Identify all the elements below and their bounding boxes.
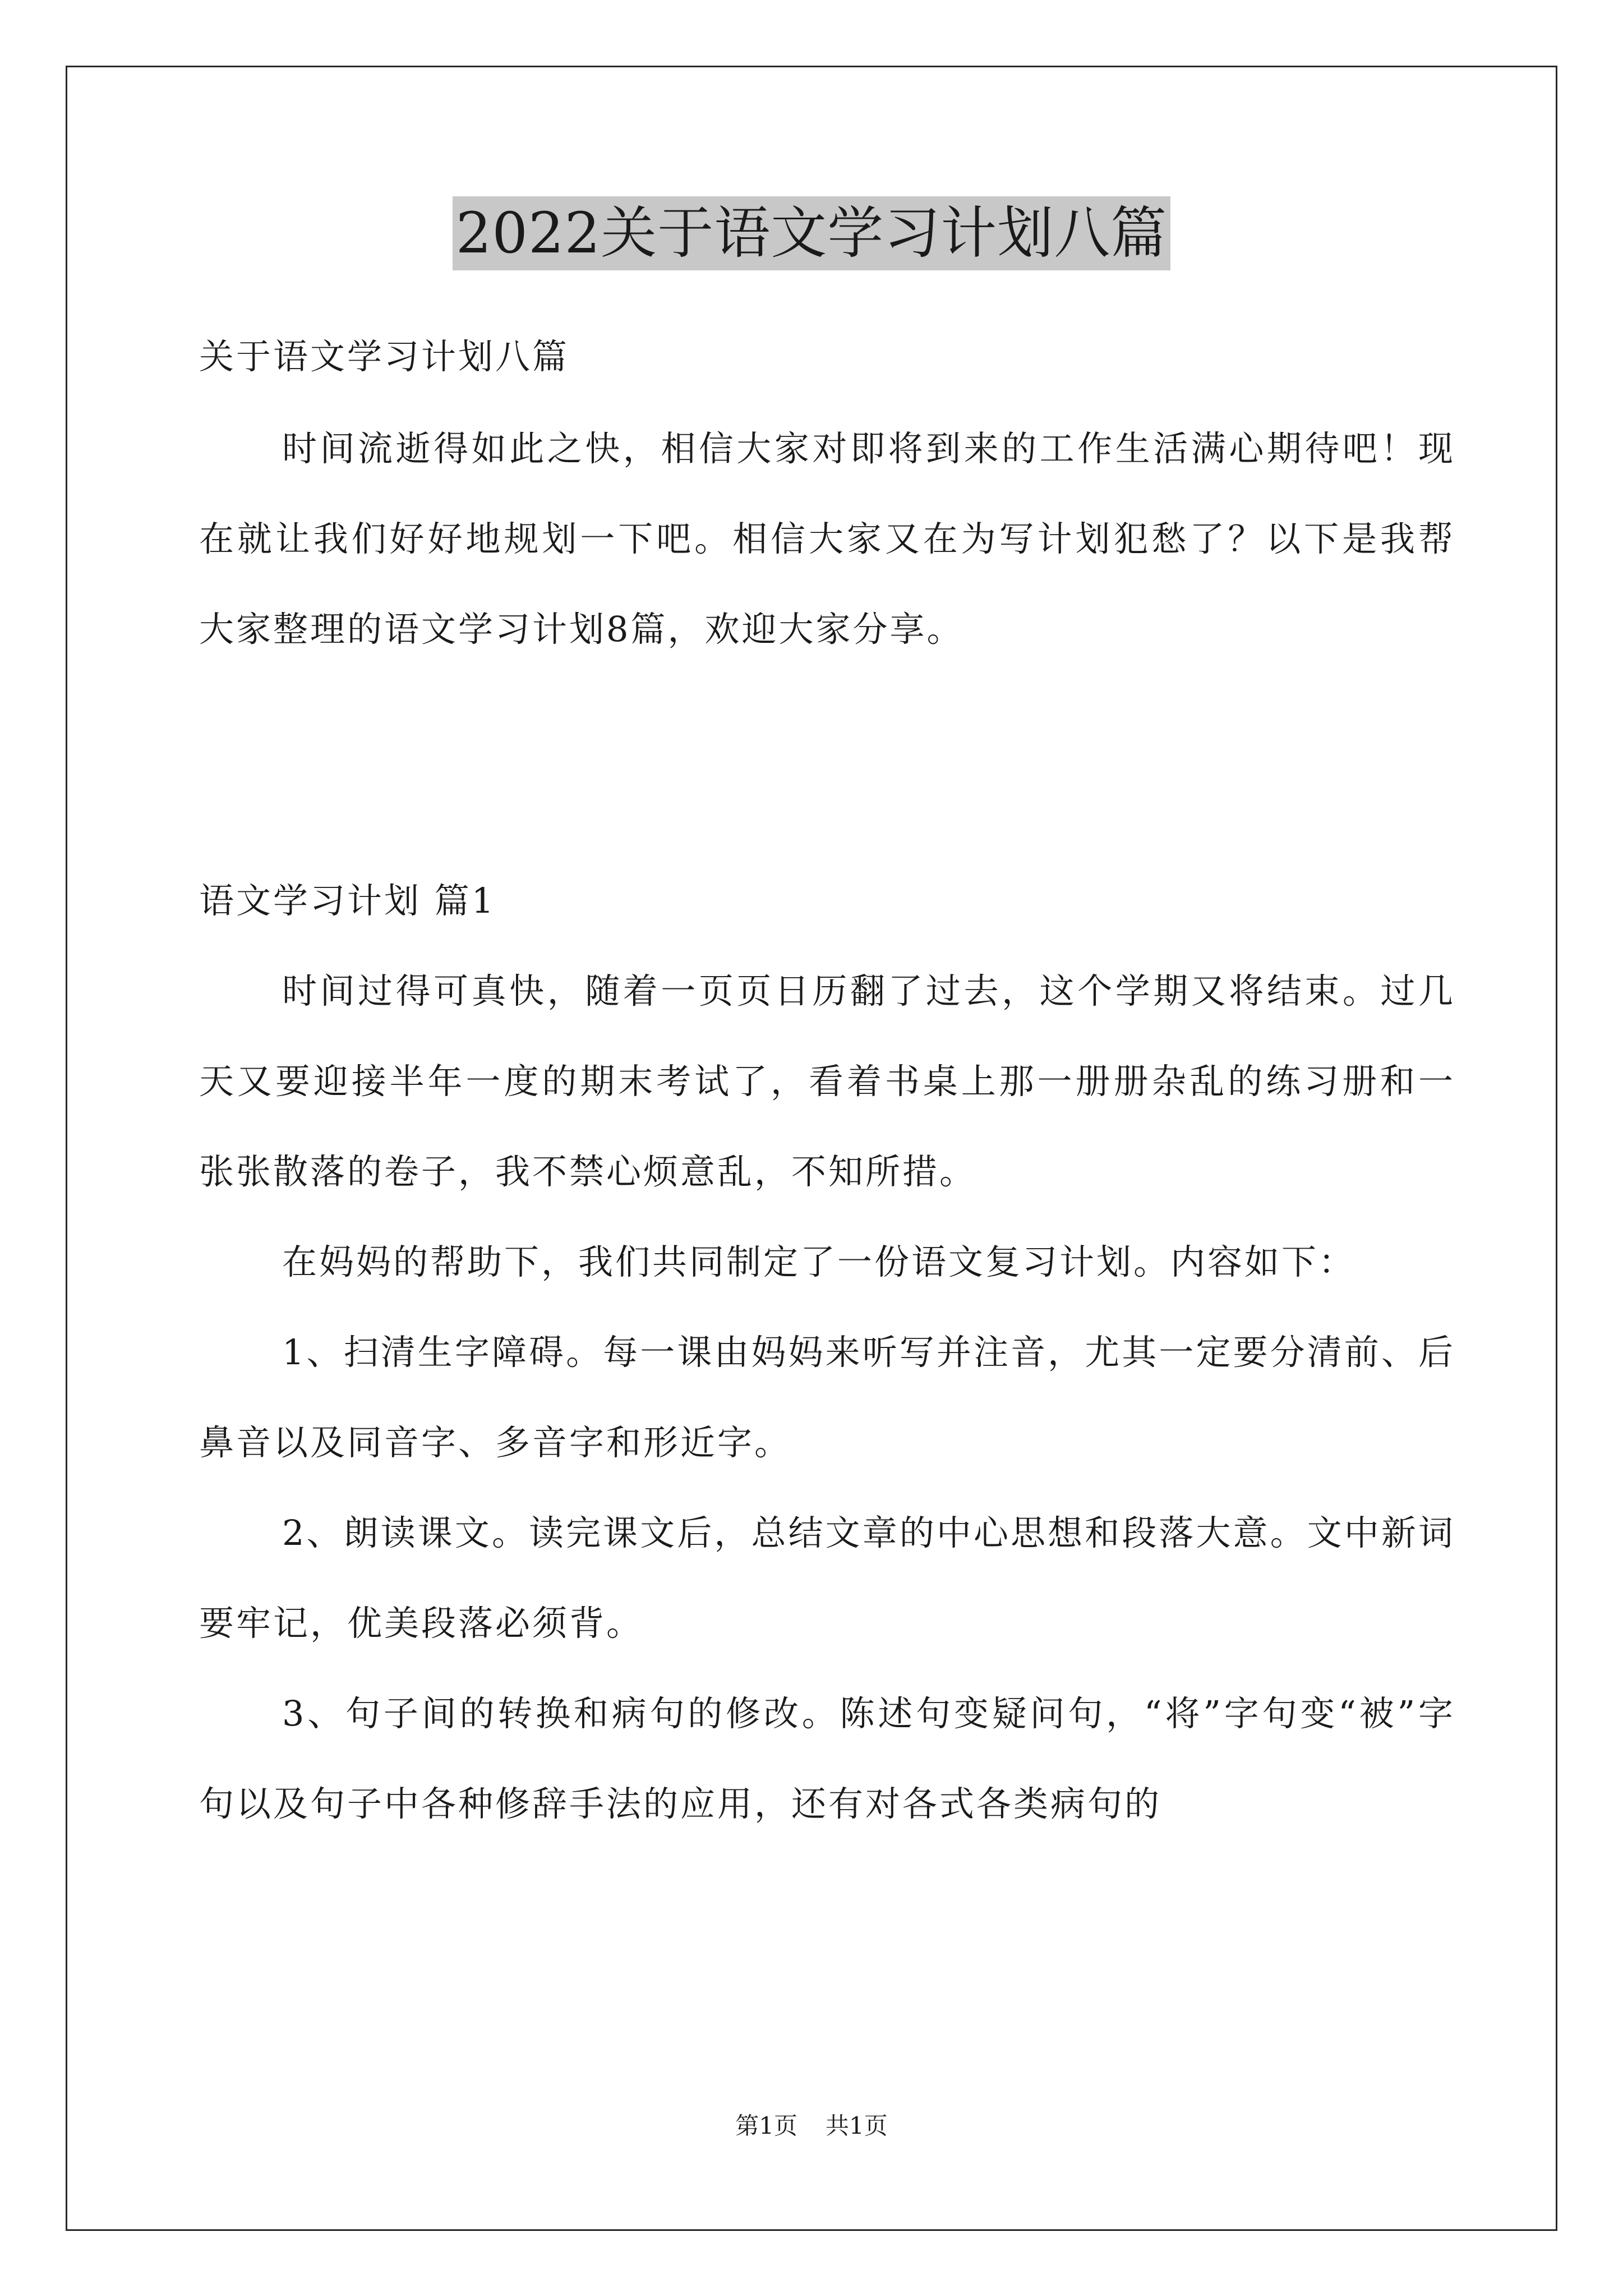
document-subtitle: 关于语文学习计划八篇 bbox=[199, 336, 570, 377]
intro-paragraph: 时间流逝得如此之快，相信大家对即将到来的工作生活满心期待吧！现在就让我们好好地规划一下吧。相信大家又在为写计划犯愁了？以下是我帮大家整理的语文学习计划8篇，欢迎大家分享。 bbox=[199, 428, 1455, 650]
paragraph: 2、朗读课文。读完课文后，总结文章的中心思想和段落大意。文中新词要牢记，优美段落必须背。 bbox=[199, 1512, 1455, 1644]
document-title: 2022关于语文学习计划八篇 bbox=[453, 196, 1171, 270]
paragraph: 时间过得可真快，随着一页页日历翻了过去，这个学期又将结束。过几天又要迎接半年一度的期末考试了，看着书桌上那一册册杂乱的练习册和一张张散落的卷子，我不禁心烦意乱，不知所措。 bbox=[199, 970, 1455, 1192]
document-body-section bbox=[199, 855, 1455, 1849]
section-heading: 语文学习计划 篇1 bbox=[199, 880, 496, 921]
paragraph: 在妈妈的帮助下，我们共同制定了一份语文复习计划。内容如下： bbox=[282, 1241, 1356, 1282]
title-container bbox=[0, 196, 1623, 270]
paragraph: 3、句子间的转换和病句的修改。陈述句变疑问句，“将”字句变“被”字句以及句子中各种修辞手法的应用，还有对各式各类病句的 bbox=[199, 1693, 1455, 1824]
paragraph: 1、扫清生字障碍。每一课由妈妈来听写并注音，尤其一定要分清前、后鼻音以及同音字、多音字和形近字。 bbox=[199, 1332, 1455, 1463]
document-body bbox=[199, 311, 1455, 674]
page-number: 第1页 bbox=[735, 2112, 797, 2139]
page-footer bbox=[0, 2109, 1623, 2143]
page-total: 共1页 bbox=[826, 2112, 888, 2139]
